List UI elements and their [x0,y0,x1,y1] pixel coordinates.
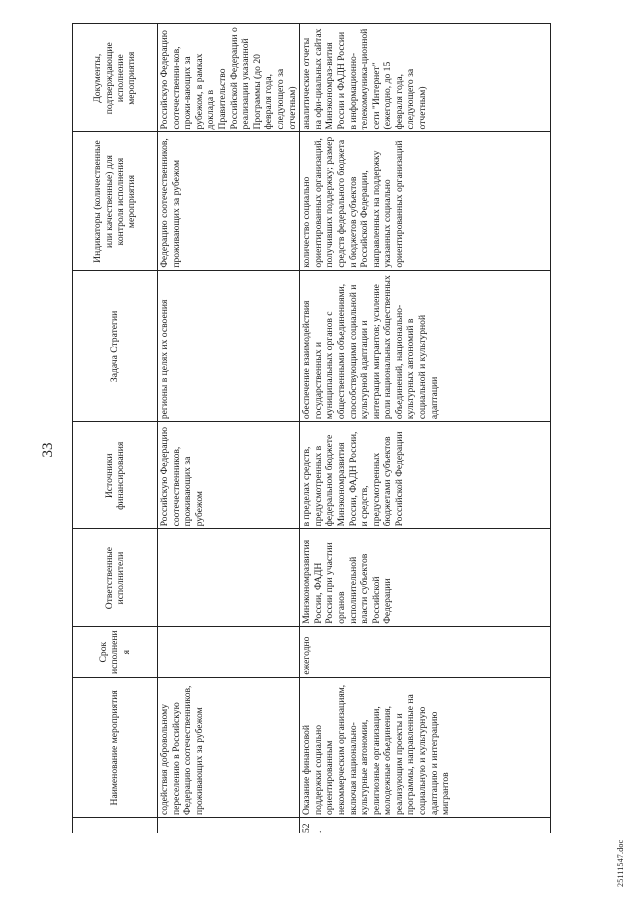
header-indicators: Индикаторы (количественные или качественные) для контроля исполнения мероприятия [73,132,158,270]
measure-documents: Российскую Федерацию соотечественни-ков, прожи-вающих за рубежом, в рамках доклада в Правительство Российской Федерации о реализации указанной Программы (до 20 февраля года, следующего за отчетным) [158,24,300,132]
measure-term [158,626,300,677]
measure-executors [158,529,300,626]
row-number [158,818,300,833]
header-term: Срок исполнения [73,626,158,677]
measure-indicators: Федерацию соотечественников, проживающих за рубежом [158,132,300,270]
measure-sources: в пределах средств, предусмотренных в федеральном бюджете Минэкономразвития России, ФАДН России, и средств, предусмотренных бюджетами субъектов Российской Федерации [300,422,551,529]
row-number: 52. [300,818,551,833]
header-task: Задача Стратегии [73,270,158,422]
measure-indicators: количество социально ориентированных организаций, получивших поддержку; размер средств федерального бюджета и бюджетов субъектов Российской Федерации, направленных на поддержку указанных социально ориентированных организаций [300,132,551,270]
measure-name: Оказание финансовой поддержки социально ориентированным некоммерческим организациям, включая национально-культурные автономии, религиозные организации, молодежные объединения, реализующим проекты и программы, направленные на социальную и культурную адаптацию и интеграцию мигрантов [300,677,551,817]
table-header-row [73,24,158,834]
measure-executors: Минэкономразвития России, ФАДН России при участии органов исполнительной власти субъектов Российской Федерации [300,529,551,626]
header-executors: Ответственные исполнители [73,529,158,626]
measures-table [72,23,551,833]
measure-task: регионы в целях их освоения [158,270,300,422]
measure-term: ежегодно [300,626,551,677]
page-number: 33 [40,442,56,458]
document-code: 25111547.doc [616,839,625,887]
measure-name: содействия добровольному переселению в Российскую Федерацию соотечественников, проживающих за рубежом [158,677,300,817]
measure-sources: Российскую Федерацию соотечественников, проживающих за рубежом [158,422,300,529]
header-num [73,818,158,833]
table-row [300,24,551,834]
measure-task: обеспечение взаимодействия государственных и муниципальных органов с общественными объединениями, способствующими социальной и культурной адаптации и интеграции мигрантов; усиление роли национальных общественных объединений, национально-культурных автономий в социальной и культурной адаптации [300,270,551,422]
header-name: Наименование мероприятия [73,677,158,817]
table-row [158,24,300,834]
header-documents: Документы, подтверждающие исполнение мероприятия [73,24,158,132]
header-sources: Источники финансирования [73,422,158,529]
measure-documents: аналитические отчеты на офи-циальных сайтах Минэкономраз-вития России и ФАДН России в информационно-телекоммуника-ционной сети "Интернет" (ежегодно, до 15 февраля года, следующего за отчетным) [300,24,551,132]
